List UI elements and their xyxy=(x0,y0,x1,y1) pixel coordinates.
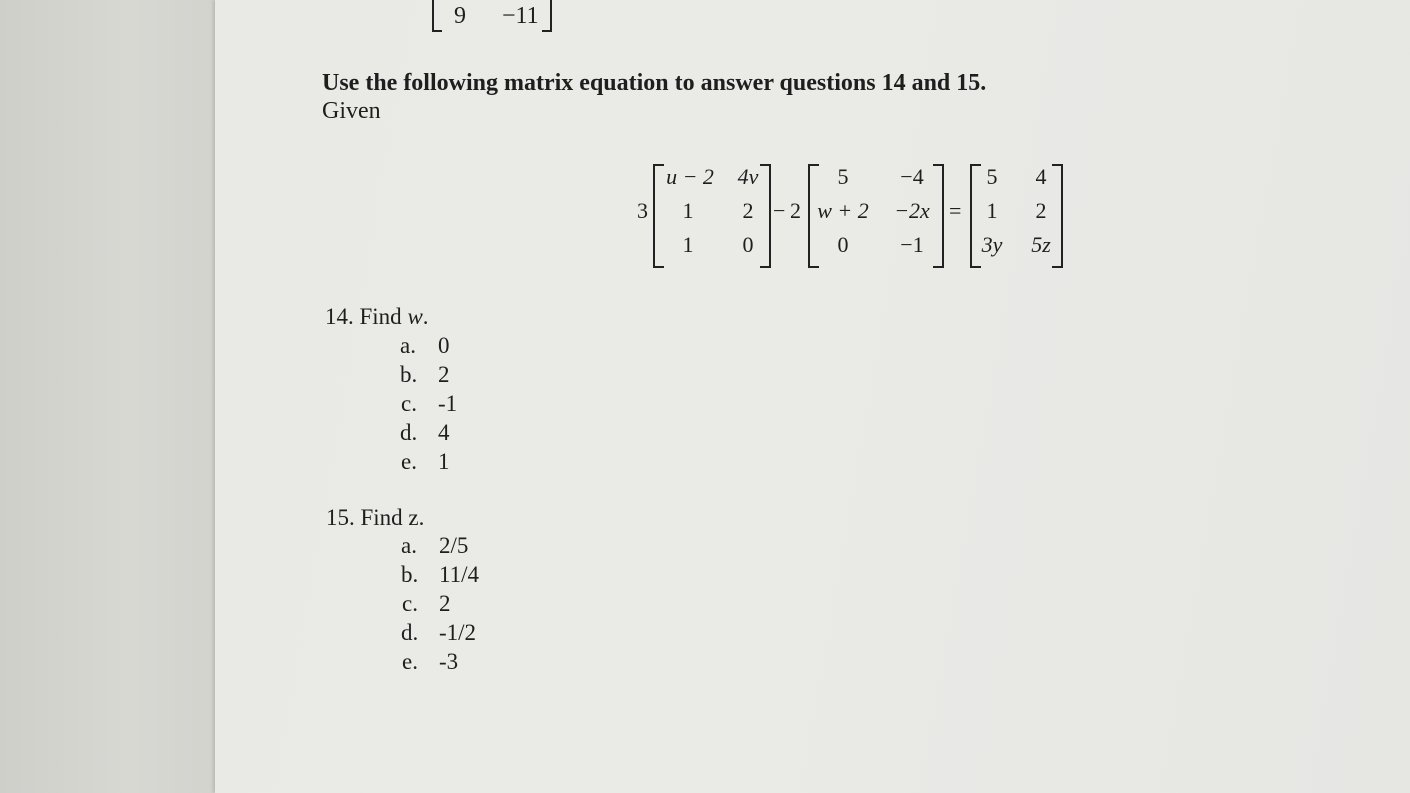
option-value: -1/2 xyxy=(439,620,477,645)
matrix-cell: −11 xyxy=(502,3,539,29)
matrix1-right-bracket xyxy=(760,164,771,268)
option-letter: c. xyxy=(401,391,417,416)
instructions-heading: Use the following matrix equation to answer questions 14 and 15. xyxy=(322,70,987,96)
option-letter: b. xyxy=(400,362,418,387)
equals-sign: = xyxy=(949,198,962,223)
minus-sign: − xyxy=(773,198,786,223)
previous-matrix-bottom-row xyxy=(432,0,552,34)
option-value: 2 xyxy=(438,362,450,387)
option-value: 2 xyxy=(439,591,451,616)
matrix1-cell: 4v xyxy=(737,164,759,189)
option-value: 11/4 xyxy=(439,562,480,587)
scalar-2: 2 xyxy=(790,198,801,223)
matrix1-cell: 0 xyxy=(742,232,754,257)
matrix3-cell: 1 xyxy=(986,198,998,223)
matrix2-cell: −2x xyxy=(894,198,930,223)
question-prompt: Find xyxy=(359,304,402,329)
option-letter: e. xyxy=(401,449,417,474)
option-letter: c. xyxy=(402,591,418,616)
matrix2-cell: w + 2 xyxy=(817,198,869,223)
matrix3-right-bracket xyxy=(1052,164,1063,268)
option-letter: e. xyxy=(402,649,418,674)
option-letter: d. xyxy=(401,620,419,645)
matrix3-cell: 5z xyxy=(1031,232,1051,257)
matrix3-cell: 2 xyxy=(1035,198,1047,223)
question-number: 14. xyxy=(325,304,354,329)
scalar-3: 3 xyxy=(637,198,648,223)
matrix2-cell: 0 xyxy=(837,232,849,257)
question-number: 15. xyxy=(326,505,355,530)
option-value: 1 xyxy=(438,449,450,474)
matrix2-cell: −4 xyxy=(900,164,924,189)
matrix3-cell: 5 xyxy=(986,164,998,189)
option-value: -3 xyxy=(439,649,459,674)
matrix2-right-bracket xyxy=(933,164,944,268)
worksheet-page xyxy=(215,0,1410,793)
question-period: . xyxy=(422,304,429,329)
question-variable: w xyxy=(407,304,423,329)
matrix-right-bracket xyxy=(542,0,552,32)
matrix2-cell: −1 xyxy=(900,232,924,257)
matrix-cell: 9 xyxy=(454,3,466,29)
question-15-title xyxy=(326,505,424,531)
option-value: 2/5 xyxy=(439,533,469,558)
table-surface xyxy=(0,0,215,793)
matrix-left-bracket xyxy=(432,0,442,32)
option-letter: b. xyxy=(401,562,419,587)
matrix3-cell: 4 xyxy=(1035,164,1047,189)
matrix1-cell: 1 xyxy=(682,198,694,223)
option-letter: d. xyxy=(400,420,418,445)
option-value: 4 xyxy=(438,420,450,445)
option-letter: a. xyxy=(401,533,417,558)
matrix1-cell: u − 2 xyxy=(666,164,714,189)
given-label: Given xyxy=(322,98,381,124)
question-14-title xyxy=(325,304,429,330)
matrix2-cell: 5 xyxy=(837,164,849,189)
matrix3-cell: 3y xyxy=(981,232,1003,257)
option-letter: a. xyxy=(400,333,416,358)
matrix1-cell: 2 xyxy=(742,198,754,223)
matrix1-cell: 1 xyxy=(682,232,694,257)
question-prompt: Find z. xyxy=(360,505,425,530)
option-value: -1 xyxy=(438,391,458,416)
option-value: 0 xyxy=(438,333,450,358)
